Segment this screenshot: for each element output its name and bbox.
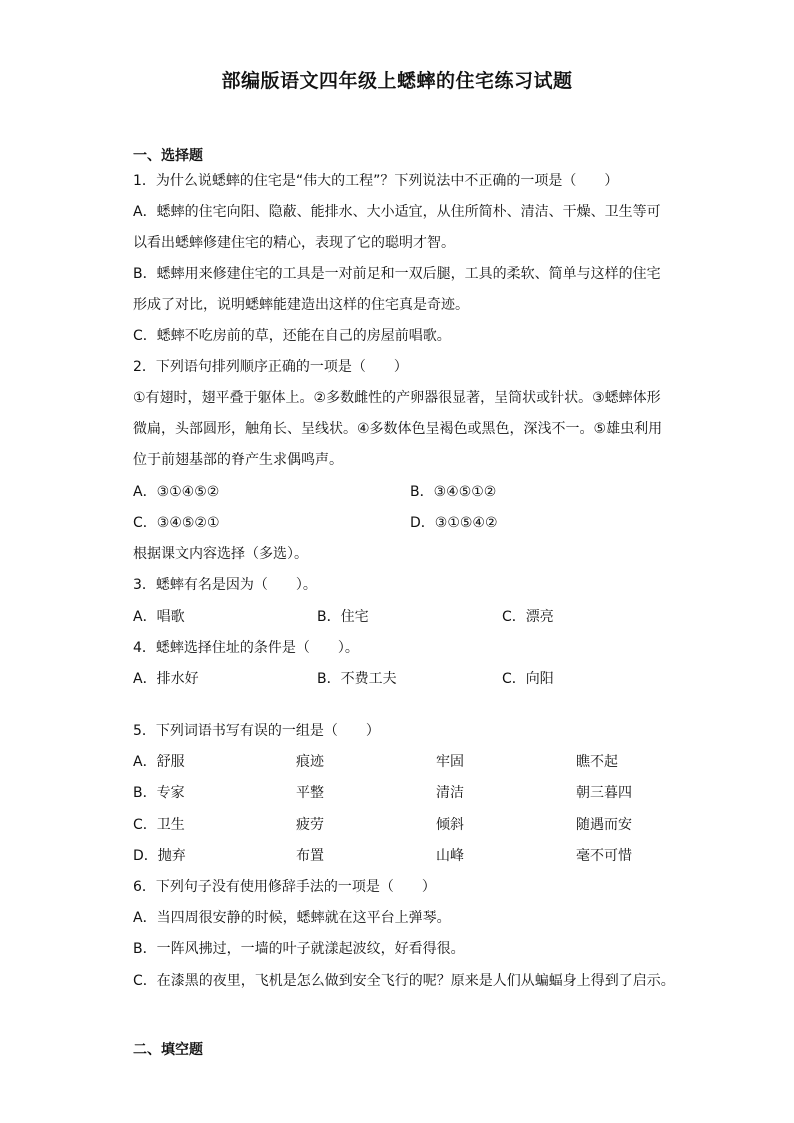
question-1-option-c: C．蟋蟀不吃房前的草，还能在自己的房屋前唱歌。 [133,328,451,344]
question-4-option-a: A．排水好 [133,671,199,687]
question-3-option-b: B．住宅 [317,609,369,625]
question-5-row-b-word-2: 平整 [296,785,324,801]
question-4-stem: 4．蟋蟀选择住址的条件是（ ）。 [133,640,359,656]
section-heading-fill: 二、填空题 [133,1042,203,1058]
question-5-row-c-word-2: 疲劳 [296,817,324,833]
question-2-text-line3: 位于前翅基部的脊产生求偶鸣声。 [133,452,343,468]
question-5-row-a-word-1: A．舒服 [133,754,185,770]
question-5-row-c-word-3: 倾斜 [436,817,464,833]
question-6-option-b: B．一阵风拂过，一墙的叶子就漾起波纹，好看得很。 [133,941,465,957]
question-2-text-line2: 微扁，头部圆形，触角长、呈线状。④多数体色呈褐色或黑色，深浅不一。⑤雄虫利用 [133,421,663,437]
question-6-option-c: C．在漆黑的夜里，飞机是怎么做到安全飞行的呢？原来是人们从蝙蝠身上得到了启示。 [133,973,675,989]
question-1-option-b-line1: B．蟋蟀用来修建住宅的工具是一对前足和一双后腿，工具的柔软、简单与这样的住宅 [133,266,661,282]
question-2-stem: 2．下列语句排列顺序正确的一项是（ ） [133,359,408,375]
question-2-option-a: A．③①④⑤② [133,484,220,500]
question-6-option-a: A．当四周很安静的时候，蟋蟀就在这平台上弹琴。 [133,910,451,926]
question-5-row-b-word-1: B．专家 [133,785,185,801]
question-5-row-c-word-1: C．卫生 [133,817,185,833]
question-5-row-c-word-4: 随遇而安 [576,817,632,833]
question-2-text-line1: ①有翅时，翅平叠于躯体上。②多数雌性的产卵器很显著，呈筒状或针状。③蟋蟀体形 [133,390,661,406]
question-1-option-b-line2: 形成了对比，说明蟋蟀能建造出这样的住宅真是奇迹。 [133,297,469,313]
question-5-stem: 5．下列词语书写有误的一组是（ ） [133,723,380,739]
question-5-row-a-word-4: 瞧不起 [576,754,618,770]
question-5-row-d-word-2: 布置 [296,848,324,864]
question-5-row-d-word-3: 山峰 [436,848,464,864]
question-3-option-c: C．漂亮 [502,609,554,625]
question-5-row-a-word-3: 牢固 [436,754,464,770]
question-2-option-c: C．③④⑤②① [133,515,220,531]
question-2-option-d: D．③①⑤④② [410,515,498,531]
question-6-stem: 6．下列句子没有使用修辞手法的一项是（ ） [133,879,436,895]
question-5-row-a-word-2: 痕迹 [296,754,324,770]
question-4-option-c: C．向阳 [502,671,554,687]
question-5-row-b-word-4: 朝三暮四 [576,785,632,801]
document-title: 部编版语文四年级上蟋蟀的住宅练习试题 [221,70,573,92]
instruction-text: 根据课文内容选择（多选）。 [133,546,308,562]
question-1-option-a-line2: 以看出蟋蟀修建住宅的精心，表现了它的聪明才智。 [133,235,455,251]
question-1-option-a-line1: A．蟋蟀的住宅向阳、隐蔽、能排水、大小适宜，从住所简朴、清洁、干燥、卫生等可 [133,204,661,220]
question-2-option-b: B．③④⑤①② [410,484,497,500]
question-4-option-b: B．不费工夫 [317,671,397,687]
question-5-row-d-word-4: 毫不可惜 [576,848,632,864]
section-heading-choice: 一、选择题 [133,148,203,164]
question-5-row-b-word-3: 清洁 [436,785,464,801]
question-1-stem: 1．为什么说蟋蟀的住宅是“伟大的工程”？下列说法中不正确的一项是（ ） [133,173,619,189]
question-3-stem: 3．蟋蟀有名是因为（ ）。 [133,577,317,593]
question-3-option-a: A．唱歌 [133,609,185,625]
question-5-row-d-word-1: D．抛弃 [133,848,186,864]
